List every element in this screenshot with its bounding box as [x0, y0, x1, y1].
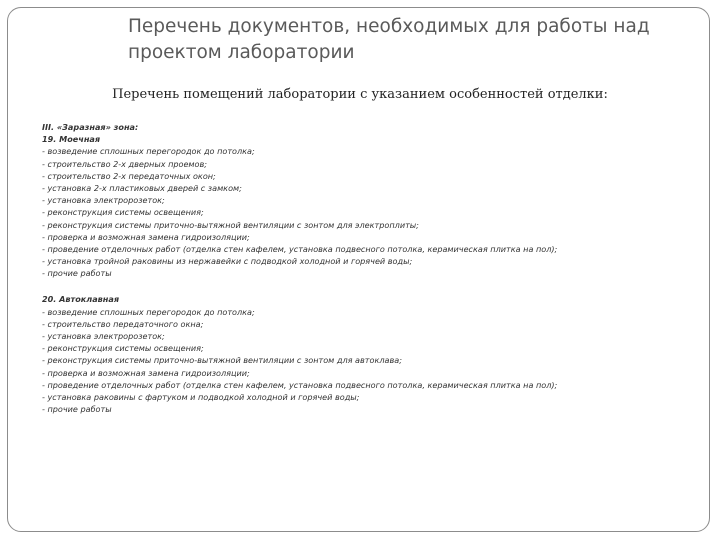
work-item: - прочие работы [42, 268, 112, 279]
work-item: - реконструкция системы освещения; [42, 207, 204, 218]
work-item: - реконструкция системы приточно-вытяжной вентиляции с зонтом для автоклава; [42, 355, 402, 366]
room-section-autoclave [42, 293, 702, 415]
work-item: - возведение сплошных перегородок до потолка; [42, 146, 255, 157]
work-item: - реконструкция системы приточно-вытяжной вентиляции с зонтом для электроплиты; [42, 219, 419, 230]
room-heading: 20. Автоклавная [42, 294, 120, 305]
zone-heading: III. «Заразная» зона: [42, 122, 139, 132]
work-item: - проверка и возможная замена гидроизоляции; [42, 231, 250, 242]
slide-subtitle: Перечень помещений лаборатории с указанием особенностей отделки: [112, 87, 608, 102]
work-item: - установка раковины с фартуком и подводкой холодной и горячей воды; [42, 391, 360, 402]
slide-title [128, 14, 688, 66]
work-item: - проведение отделочных работ (отделка стен кафелем, установка подвесного потолка, керамическая плитка на пол); [42, 379, 558, 390]
work-item: - строительство 2-х дверных проемов; [42, 158, 207, 169]
room-section-washing [42, 133, 702, 279]
work-item: - реконструкция системы освещения; [42, 343, 204, 354]
work-item: - установка электророзеток; [42, 331, 165, 341]
work-item: - проверка и возможная замена гидроизоляции; [42, 367, 250, 378]
work-item: - установка электророзеток; [42, 195, 165, 206]
work-item: - возведение сплошных перегородок до потолка; [42, 306, 255, 317]
work-item: - строительство передаточного окна; [42, 318, 204, 329]
slide-title-line-2: проектом лаборатории [128, 42, 355, 63]
section-spacer [42, 279, 702, 293]
work-item: - установка 2-х пластиковых дверей с замком; [42, 182, 242, 193]
room-heading: 19. Моечная [42, 134, 101, 145]
slide-title-line-1: Перечень документов, необходимых для работы над [128, 16, 650, 37]
work-item: - установка тройной раковины из нержавейки с подводкой холодной и горячей воды; [42, 256, 413, 267]
work-item: - строительство 2-х передаточных окон; [42, 170, 216, 181]
room-list [42, 121, 702, 415]
work-item: - проведение отделочных работ (отделка стен кафелем, установка подвесного потолка, керамическая плитка на пол); [42, 243, 558, 254]
work-item: - прочие работы [42, 404, 112, 415]
